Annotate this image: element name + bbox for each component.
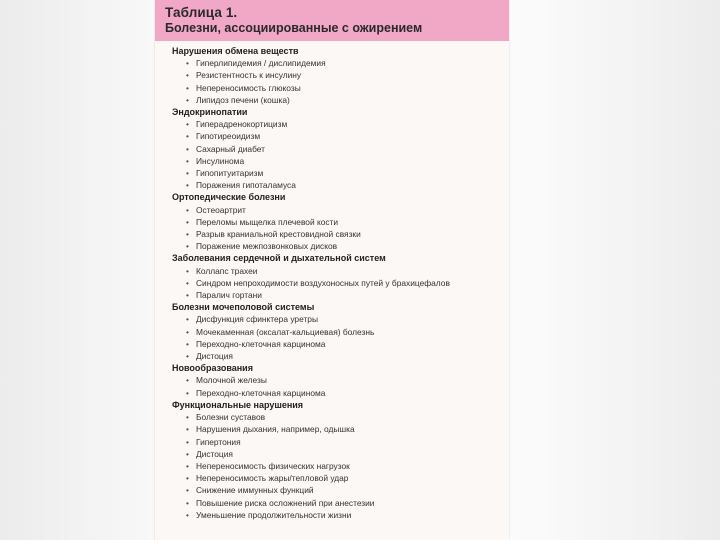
- category-items: [172, 57, 509, 106]
- list-item-text: Мочекаменная (оксалат-кальциевая) болезнь: [196, 326, 375, 337]
- bullet-icon: •: [186, 143, 189, 154]
- list-item-text: Молочной железы: [196, 375, 267, 386]
- list-item-text: Переходно-клеточная карцинома: [196, 387, 326, 398]
- list-item-text: Поражения гипоталамуса: [196, 180, 296, 191]
- bullet-icon: •: [186, 82, 189, 93]
- bullet-icon: •: [186, 94, 189, 105]
- category-items: [172, 118, 509, 191]
- bullet-icon: •: [186, 460, 189, 471]
- list-item: [172, 204, 509, 216]
- category-items: [172, 265, 509, 302]
- list-item-text: Снижение иммунных функций: [196, 485, 314, 496]
- list-item-text: Непереносимость глюкозы: [196, 82, 301, 93]
- list-item-text: Гипертония: [196, 436, 241, 447]
- list-item: [172, 240, 509, 252]
- list-item-text: Дисфункция сфинктера уретры: [196, 314, 318, 325]
- bullet-icon: •: [186, 131, 189, 142]
- list-item-text: Непереносимость физических нагрузок: [196, 460, 350, 471]
- bullet-icon: •: [186, 204, 189, 215]
- category-title: Ортопедические болезни: [172, 192, 286, 203]
- list-item-text: Переломы мыщелка плечевой кости: [196, 216, 339, 227]
- list-item: [172, 118, 509, 130]
- list-item: [172, 423, 509, 435]
- list-item: [172, 143, 509, 155]
- bullet-icon: •: [186, 277, 189, 288]
- list-item: [172, 460, 509, 472]
- bullet-icon: •: [186, 70, 189, 81]
- list-item-text: Уменьшение продолжительности жизни: [196, 509, 352, 520]
- list-item-text: Сахарный диабет: [196, 143, 265, 154]
- list-item: [172, 497, 509, 509]
- list-item: [172, 216, 509, 228]
- list-item-text: Липидоз печени (кошка): [196, 94, 290, 105]
- list-item: [172, 448, 509, 460]
- list-item: [172, 472, 509, 484]
- list-item: [172, 57, 509, 69]
- bullet-icon: •: [186, 436, 189, 447]
- bullet-icon: •: [186, 229, 189, 240]
- list-item: [172, 509, 509, 521]
- list-item: [172, 411, 509, 423]
- category-section: [172, 252, 509, 301]
- list-item-text: Коллапс трахеи: [196, 265, 258, 276]
- table-sheet: [155, 0, 509, 540]
- list-item-text: Дистоция: [196, 448, 233, 459]
- list-item: [172, 289, 509, 301]
- category-section: [172, 399, 509, 521]
- list-item: [172, 94, 509, 106]
- list-item-text: Гипотиреоидизм: [196, 131, 261, 142]
- category-title: Эндокринопатии: [172, 107, 248, 118]
- category-title: Нарушения обмена веществ: [172, 46, 299, 56]
- list-item: [172, 130, 509, 142]
- list-item: [172, 338, 509, 350]
- list-item-text: Паралич гортани: [196, 290, 262, 301]
- list-item: [172, 350, 509, 362]
- category-section: [172, 191, 509, 252]
- list-item-text: Переходно-клеточная карцинома: [196, 338, 326, 349]
- list-item: [172, 155, 509, 167]
- category-section: [172, 362, 509, 399]
- list-item-text: Повышение риска осложнений при анестезии: [196, 497, 375, 508]
- list-item-text: Разрыв краниальной крестовидной связки: [196, 229, 361, 240]
- list-item-text: Поражение межпозвонковых дисков: [196, 241, 338, 252]
- bullet-icon: •: [186, 387, 189, 398]
- list-item: [172, 69, 509, 81]
- list-item: [172, 179, 509, 191]
- table-subtitle: Болезни, ассоциированные с ожирением: [165, 21, 423, 35]
- list-item-text: Гиперадренокортицизм: [196, 119, 288, 130]
- list-item-text: Дистоция: [196, 351, 233, 362]
- list-item: [172, 277, 509, 289]
- category-items: [172, 374, 509, 398]
- list-item: [172, 436, 509, 448]
- list-item: [172, 387, 509, 399]
- list-item: [172, 326, 509, 338]
- bullet-icon: •: [186, 180, 189, 191]
- category-section: [172, 45, 509, 106]
- list-item-text: Болезни суставов: [196, 412, 266, 423]
- category-items: [172, 313, 509, 362]
- category-section: [172, 106, 509, 191]
- bullet-icon: •: [186, 119, 189, 130]
- bullet-icon: •: [186, 265, 189, 276]
- category-title: Болезни мочеполовой системы: [172, 302, 315, 313]
- bullet-icon: •: [186, 326, 189, 337]
- category-title: Функциональные нарушения: [172, 399, 304, 410]
- list-item: [172, 228, 509, 240]
- list-item-text: Инсулинома: [196, 155, 245, 166]
- category-items: [172, 204, 509, 253]
- list-item-text: Остеоартрит: [196, 204, 246, 215]
- table-header: [155, 0, 509, 41]
- list-item: [172, 265, 509, 277]
- bullet-icon: •: [186, 168, 189, 179]
- list-item-text: Гиперлипидемия / дислипидемия: [196, 58, 326, 69]
- list-item-text: Гипопитуитаризм: [196, 168, 264, 179]
- bullet-icon: •: [186, 473, 189, 484]
- list-item: [172, 484, 509, 496]
- bullet-icon: •: [186, 412, 189, 423]
- bullet-icon: •: [186, 509, 189, 520]
- table-title: Таблица 1.: [165, 5, 238, 20]
- bullet-icon: •: [186, 485, 189, 496]
- bullet-icon: •: [186, 338, 189, 349]
- bullet-icon: •: [186, 58, 189, 69]
- category-section: [172, 301, 509, 362]
- bullet-icon: •: [186, 448, 189, 459]
- list-item-text: Резистентность к инсулину: [196, 70, 302, 81]
- list-item-text: Синдром непроходимости воздухоносных путей у брахицефалов: [196, 277, 450, 288]
- category-items: [172, 411, 509, 521]
- bullet-icon: •: [186, 314, 189, 325]
- category-title: Заболевания сердечной и дыхательной систем: [172, 253, 386, 264]
- list-item-text: Нарушения дыхания, например, одышка: [196, 424, 355, 435]
- list-item: [172, 82, 509, 94]
- list-item: [172, 313, 509, 325]
- bullet-icon: •: [186, 497, 189, 508]
- table-body: [155, 41, 509, 521]
- bullet-icon: •: [186, 351, 189, 362]
- bullet-icon: •: [186, 375, 189, 386]
- bullet-icon: •: [186, 155, 189, 166]
- bullet-icon: •: [186, 290, 189, 301]
- category-title: Новообразования: [172, 363, 253, 374]
- bullet-icon: •: [186, 241, 189, 252]
- list-item: [172, 374, 509, 386]
- bullet-icon: •: [186, 216, 189, 227]
- list-item-text: Непереносимость жары/тепловой удар: [196, 473, 349, 484]
- list-item: [172, 167, 509, 179]
- bullet-icon: •: [186, 424, 189, 435]
